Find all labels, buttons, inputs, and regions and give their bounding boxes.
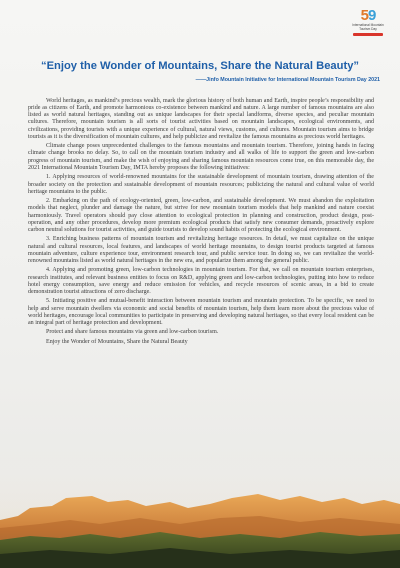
- paragraph-intro: World heritages, as mankind’s precious wealth, mark the glorious history of both human and Earth, inspire people’s responsibility and pride as citizens of Earth, and promote harmonious co-existence between mankind and nature. A large number of famous mountains are also listed as world natural heritages, standing out as unique landscapes for their special landforms, diverse species, and peculiar mountain cultures. Therefore, mountain tourism is all sorts of tourist activities based on mountain landscapes, ecological environments, and civilizations, providing tourists with a unique experience of cultural, natural views, customs, and cultures. Mountain tourism aims to bridge tourists as it is the diversification of mountain cultures, and help publicize and revitalize the famous mountains as precious world heritages.: [28, 98, 374, 140]
- mountain-landscape-image: [0, 458, 400, 568]
- paragraph-initiative-4: 4. Applying and promoting green, low-carbon technologies in mountain tourism. For that, we call on mountain tourism enterprises, research institutes, and relevant business entities to focus on R&D, applying green and low-carbon technologies, putting into how to reduce hotel energy consumption, save energy and reduce emission for vehicles, and recycle resources of scenic areas, in a bid to create demonstration tourist attractions of zero discharge.: [28, 267, 374, 295]
- paragraph-initiative-5: 5. Initiating positive and mutual-benefit interaction between mountain tourism and mountain protection. To be specific, we need to help and serve mountain dwellers via economic and social benefits of mountain tourism, help them learn more about the precious value of world heritages, encourage local communities to participate in preserving and developing natural heritages, so that every local resident can be an integral part of heritage protection and development.: [28, 298, 374, 326]
- logo-text: International Mountain Tourism Day: [352, 23, 384, 31]
- paragraph-initiative-3: 3. Enriching business patterns of mountain tourism and revitalizing heritage resources. In detail, we must capitalize on the unique natural and cultural resources, local features, and landscapes of world heritage mountains, to design tourist products targeted at famous mountain adventure, culture experience tour, environment research tour, and public service tour. In doing so, we can revitalize the world-renowned mountains listed as world natural heritages in the new era, and popularize them among the general public.: [28, 236, 374, 264]
- imtd-logo: [348, 8, 388, 54]
- paragraph-initiative-2: 2. Embarking on the path of ecology-oriented, green, low-carbon, and sustainable development. We must abandon the exploitation models that neglect, plunder and damage the nature, but strive for new mountain tourism models that help mankind and nature coexist harmoniously. Travel operators should pay close attention to ecological protection in planning and construction, product design, post-operation, and any other procedures, develop more premium ecological products that satisfy new consumer demands, proactively explore carbon neutral solutions for tourist activities, and guide tourists to develop sound habits of protecting the ecological environment.: [28, 198, 374, 233]
- logo-number: [348, 8, 388, 23]
- page-subtitle: ——Jinfo Mountain Initiative for International Mountain Tourism Day 2021: [195, 77, 380, 83]
- logo-digit-5: 5: [360, 7, 368, 24]
- paragraph-initiative-1: 1. Applying resources of world-renowned mountains for the sustainable development of mountain tourism, drawing attention of the broader society on the protection and sustainable development of mountain resources; publicizing the natural and cultural value of world heritage mountains to the public.: [28, 174, 374, 195]
- paragraph-climate: Climate change poses unprecedented challenges to the famous mountains and mountain tourism. Therefore, joining hands in facing climate change brooks no delay. So, to call on the mountain tourism industry and all walks of life to support the green and low-carbon progress of mountain tourism, and make the wish of enjoying and sharing famous mountain resources come true, on this memorable day, the 2021 International Mountain Tourism Day, IMTA hereby proposes the following initiatives:: [28, 143, 374, 171]
- paragraph-closing-2: Enjoy the Wonder of Mountains, Share the Natural Beauty: [46, 338, 188, 345]
- initiative-body: [28, 98, 374, 349]
- page-title: “Enjoy the Wonder of Mountains, Share the Natural Beauty”: [40, 60, 360, 72]
- logo-digit-9: 9: [368, 7, 376, 24]
- paragraph-closing-1: Protect and share famous mountains via green and low-carbon tourism.: [46, 329, 219, 336]
- logo-ribbon: [353, 33, 383, 36]
